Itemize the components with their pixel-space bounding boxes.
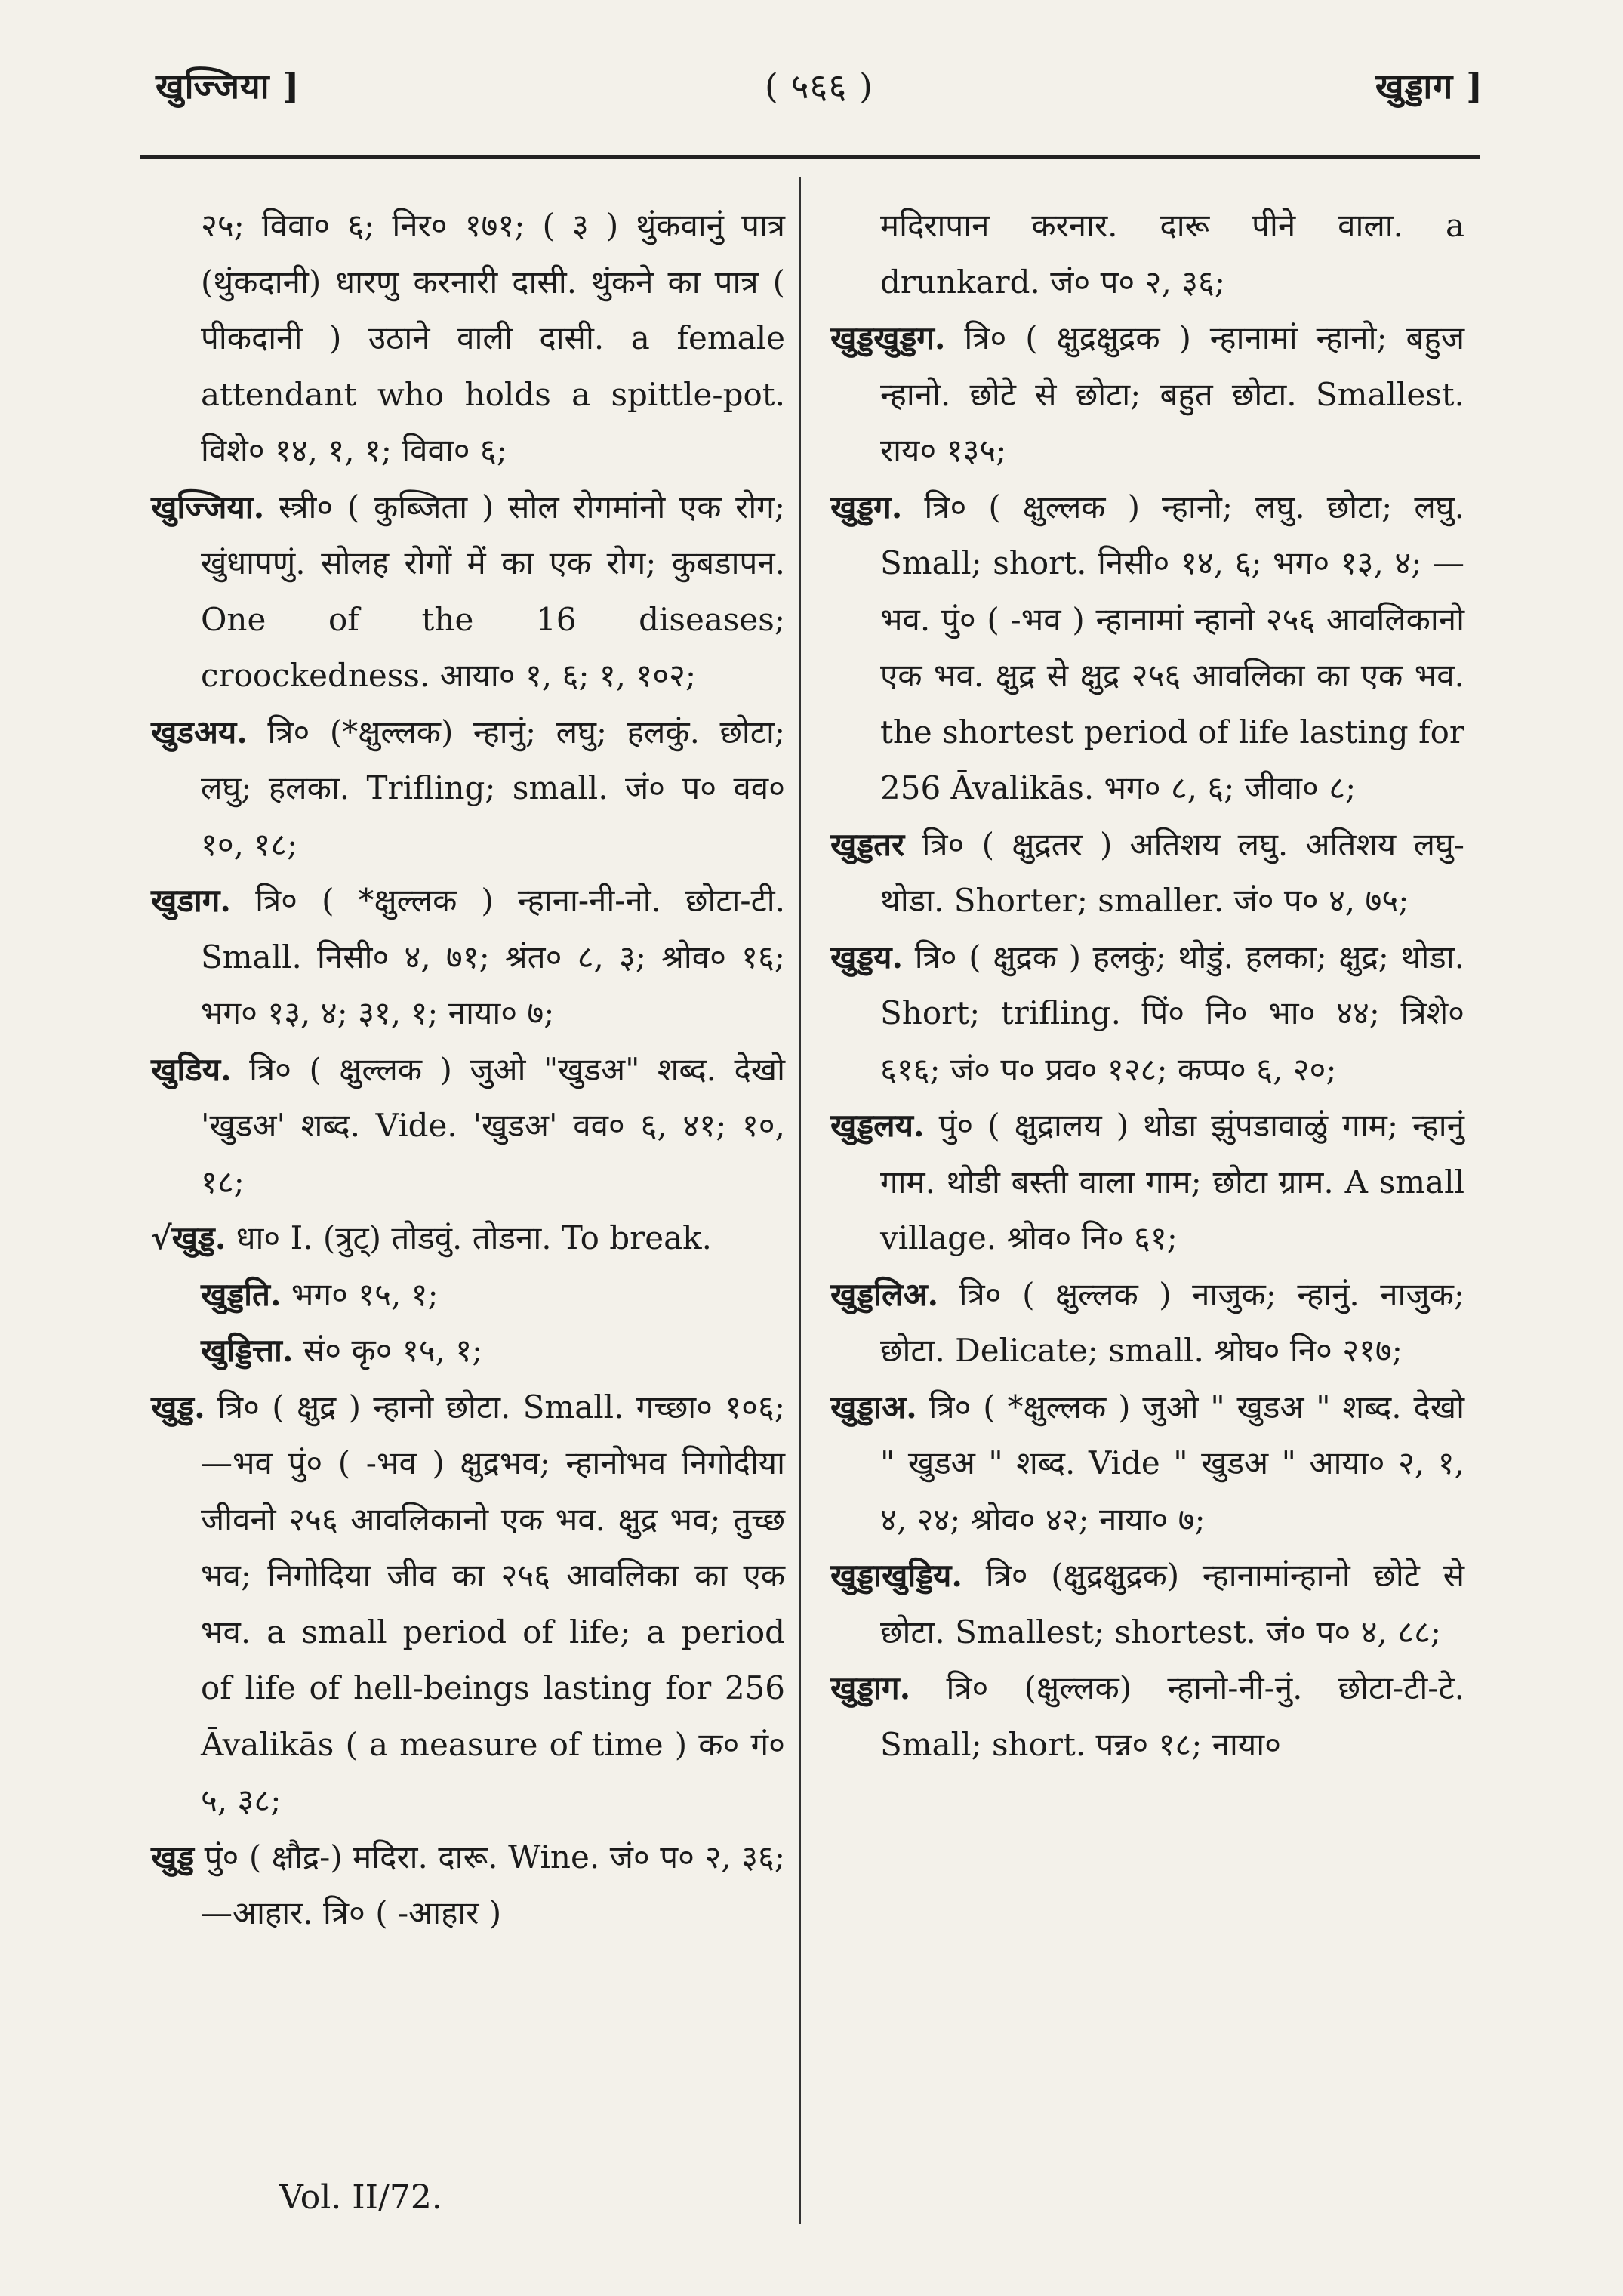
continued-entry (830, 198, 1464, 310)
entry-headword: खुड्डित्ता. (201, 1332, 294, 1369)
entry-definition: त्रि० ( क्षुद्रतर ) अतिशय लघु. अतिशय लघु-थोडा. Shorter; smaller. जं० प० ४, ७५; (880, 825, 1464, 919)
dictionary-entry (830, 1379, 1464, 1549)
entry-definition: स्त्री० ( कुब्जिता ) सोल रोगमांनो एक रोग; खुंधापणुं. सोलह रोगों में का एक रोग; कुबडापन. One of the 16 diseases; croockedness. आया० १, ६; १, १०२; (201, 488, 785, 694)
dictionary-entry (830, 1267, 1464, 1379)
dictionary-entry (151, 1829, 785, 1942)
header-right-guideword: खुड्डाग ] (1375, 66, 1483, 106)
entry-definition: मदिरापान करनार. दारू पीने वाला. a drunkard. जं० प० २, ३६; (880, 207, 1464, 300)
dictionary-entry (830, 1660, 1464, 1773)
entry-definition: धा० I. (त्रुट्) तोडवुं. तोडना. To break. (226, 1219, 712, 1256)
entry-headword: खुज्जिया. (151, 488, 265, 525)
entry-definition: त्रि० ( *क्षुल्लक ) न्हाना-नी-नो. छोटा-टी. Small. निसी० ४, ७१; श्रंत० ८, ३; श्रोव० १६; भग० १३, ४; ३१, १; नाया० ७; (201, 882, 785, 1031)
entry-headword: खुड्डय. (830, 938, 904, 975)
entry-definition: त्रि० ( क्षुद्रक्षुद्रक ) न्हानामां न्हानो; बहुज न्हानो. छोटे से छोटा; बहुत छोटा. Smallest. राय० १३५; (880, 319, 1464, 469)
entry-definition: त्रि० (*क्षुल्लक) न्हानुं; लघु; हलकुं. छोटा; लघु; हलका. Trifling; small. जं० प० वव० १०, १८; (201, 713, 785, 863)
entry-definition: त्रि० (क्षुल्लक) न्हानो-नी-नुं. छोटा-टी-टे. Small; short. पन्न० १८; नाया० (880, 1669, 1464, 1763)
dictionary-entry (151, 1042, 785, 1211)
entry-definition: त्रि० (क्षुद्रक्षुद्रक) न्हानामांन्हानो छोटे से छोटा. Smallest; shortest. जं० प० ४, ८८; (880, 1557, 1464, 1650)
sub-entry (151, 1267, 785, 1324)
entry-headword: खुड्डाग. (830, 1669, 911, 1706)
entry-definition: त्रि० ( क्षुल्लक ) न्हानो; लघु. छोटा; लघु. Small; short. निसी० १४, ६; भग० १३, ४; —भव. पुं० ( -भव ) न्हानामां न्हानो २५६ आवलिकानो एक भव. क्षुद्र से क्षुद्र २५६ आवलिका का एक भव. the shortest period of life lasting for 256 Āvalikās. भग० ८, ६; जीवा० ८; (880, 488, 1464, 806)
volume-footer: Vol. II/72. (279, 2178, 442, 2217)
dictionary-entry (830, 1548, 1464, 1660)
entry-definition: त्रि० ( क्षुद्रक ) हलकुं; थोडुं. हलका; क्षुद्र; थोडा. Short; trifling. पिं० नि० भा० ४४; त्रिशे० ६१६; जं० प० प्रव० १२८; कप्प० ६, २०; (880, 938, 1464, 1088)
header-rule (140, 155, 1480, 159)
continued-entry (151, 198, 785, 479)
dictionary-entry (151, 873, 785, 1042)
dictionary-entry (830, 1098, 1464, 1267)
page-number: ( ५६६ ) (765, 66, 873, 106)
entry-headword: √खुड्ड. (151, 1219, 226, 1256)
entry-headword: खुड्डति. (201, 1275, 282, 1313)
entry-headword: खुड्डाअ. (830, 1388, 917, 1425)
entry-headword: खुड्डलिअ. (830, 1275, 939, 1313)
entry-headword: खुड्ड (151, 1838, 195, 1875)
entry-definition: पुं० ( क्षौद्र-) मदिरा. दारू. Wine. जं० प० २, ३६; —आहार. त्रि० ( -आहार ) (194, 1838, 785, 1931)
dictionary-entry (830, 817, 1464, 929)
entry-headword: खुड्डतर (830, 825, 905, 863)
sub-entry (151, 1323, 785, 1379)
entry-definition: भग० १५, १; (281, 1275, 439, 1313)
entry-definition: त्रि० ( *क्षुल्लक ) जुओ " खुडअ " शब्द. देखो " खुडअ " शब्द. Vide " खुडअ " आया० २, १, ४, २४; श्रोव० ४२; नाया० ७; (880, 1388, 1464, 1538)
entry-headword: खुड्ड. (151, 1388, 205, 1425)
left-column (151, 198, 785, 1942)
entry-definition: सं० कृ० १५, १; (293, 1332, 483, 1369)
entry-definition: त्रि० ( क्षुल्लक ) जुओ "खुडअ" शब्द. देखो 'खुडअ' शब्द. Vide. 'खुडअ' वव० ६, ४१; १०, १८; (201, 1050, 785, 1200)
entry-headword: खुडिय. (151, 1050, 232, 1088)
dictionary-entry (830, 929, 1464, 1099)
entry-headword: खुड्डखुड्डग. (830, 319, 946, 356)
dictionary-entry (151, 1210, 785, 1267)
entry-headword: खुड्डग. (830, 488, 903, 525)
entry-headword: खुड्डाखुड्डिय. (830, 1557, 962, 1594)
entry-definition: पुं० ( क्षुद्रालय ) थोडा झुंपडावाळुं गाम; न्हानुं गाम. थोडी बस्ती वाला गाम; छोटा ग्राम. A small village. श्रोव० नि० ६१; (880, 1107, 1464, 1256)
entry-definition: त्रि० ( क्षुल्लक ) नाजुक; न्हानुं. नाजुक; छोटा. Delicate; small. श्रोघ० नि० २१७; (880, 1275, 1464, 1369)
dictionary-entry (151, 704, 785, 874)
entry-headword: खुडअय. (151, 713, 248, 750)
dictionary-entry (830, 310, 1464, 479)
entry-headword: खुडाग. (151, 882, 231, 919)
column-divider (799, 177, 801, 2224)
dictionary-entry (830, 479, 1464, 817)
entry-definition: त्रि० ( क्षुद्र ) न्हानो छोटा. Small. गच्छा० १०६; —भव पुं० ( -भव ) क्षुद्रभव; न्हानोभव निगोदीया जीवनो २५६ आवलिकानो एक भव. क्षुद्र भव; तुच्छ भव; निगोदिया जीव का २५६ आवलिका का एक भव. a small period of life; a period of life of hell-beings lasting for 256 Āvalikās ( a measure of time ) क० गं० ५, ३८; (201, 1388, 785, 1819)
dictionary-entry (151, 479, 785, 704)
dictionary-entry (151, 1379, 785, 1829)
entry-definition: २५; विवा० ६; निर० १७१; ( ३ ) थुंकवानुं पात्र (थुंकदानी) धारणु करनारी दासी. थुंकने का पात्र ( पीकदानी ) उठाने वाली दासी. a female attendant who holds a spittle-pot. विशे० १४, १, १; विवा० ६; (201, 207, 785, 469)
entry-headword: खुड्डलय. (830, 1107, 925, 1144)
header-left-guideword: खुज्जिया ] (156, 66, 300, 106)
right-column (830, 198, 1464, 1773)
